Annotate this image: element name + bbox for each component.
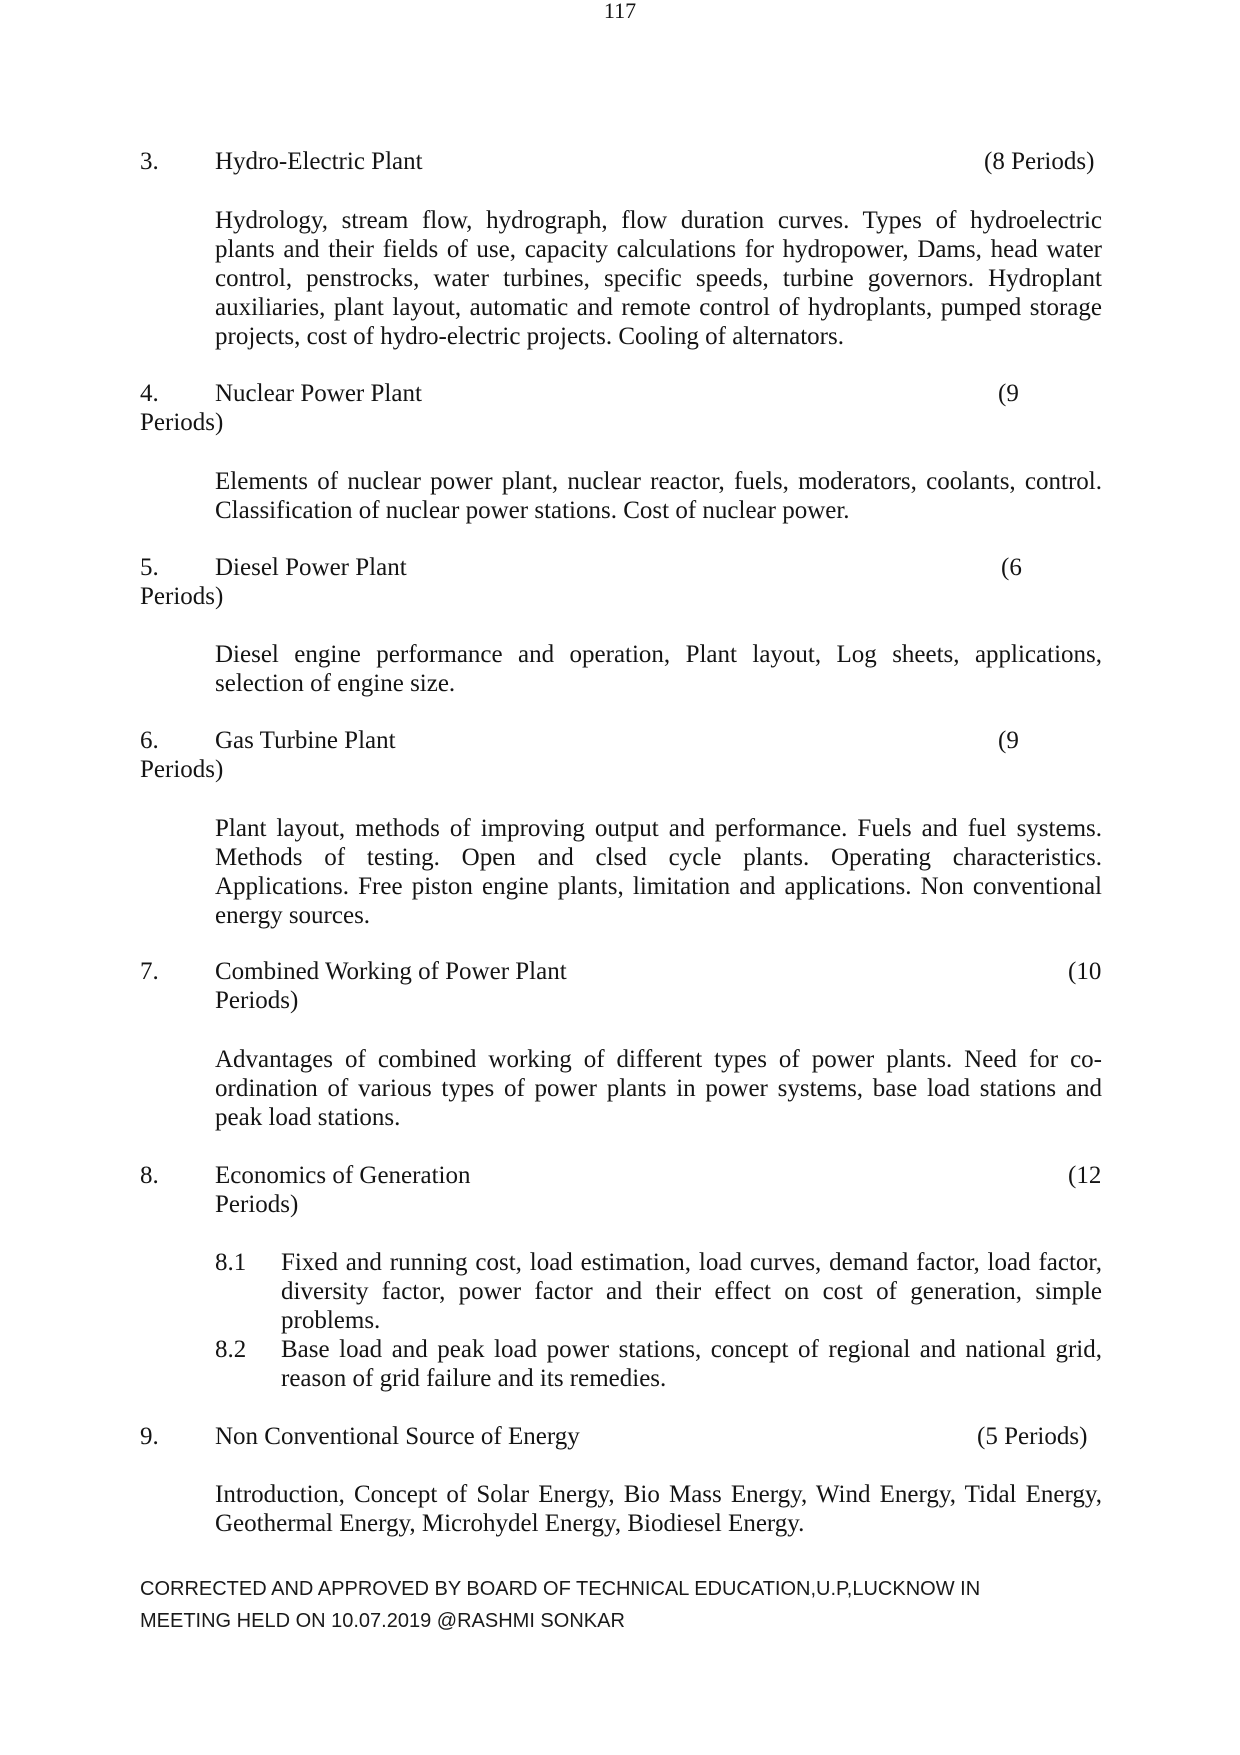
section-body-6 (215, 814, 1102, 930)
subitem-8-1 (215, 1248, 1102, 1335)
body-line: projects, cost of hydro-electric projects. Cooling of alternators. (215, 323, 844, 350)
section-periods-continued: Periods) (140, 756, 224, 783)
section-number: 8. (140, 1162, 159, 1189)
section-periods: (9 (998, 380, 1019, 407)
body-line: Hydrology, stream flow, hydrograph, flow duration curves. Types of hydroelectric (215, 207, 1102, 234)
section-number: 4. (140, 380, 159, 407)
body-line: Diesel engine performance and operation, Plant layout, Log sheets, applications, (215, 641, 1102, 668)
body-line: Classification of nuclear power stations. Cost of nuclear power. (215, 497, 850, 524)
section-heading-8 (140, 1161, 1102, 1219)
section-body-9 (215, 1480, 1102, 1538)
subitem-line: diversity factor, power factor and their effect on cost of generation, simple (281, 1278, 1102, 1305)
body-line: selection of engine size. (215, 670, 456, 697)
section-number: 5. (140, 554, 159, 581)
subitem-number: 8.2 (215, 1336, 247, 1363)
body-line: peak load stations. (215, 1104, 401, 1131)
body-line: plants and their fields of use, capacity calculations for hydropower, Dams, head water (215, 236, 1102, 263)
section-periods-continued: Periods) (215, 1191, 299, 1218)
body-line: auxiliaries, plant layout, automatic and remote control of hydroplants, pumped storage (215, 294, 1102, 321)
section-title: Diesel Power Plant (215, 554, 407, 581)
section-periods: (12 (1068, 1162, 1102, 1189)
section-number: 3. (140, 148, 159, 175)
section-number: 7. (140, 958, 159, 985)
section-subitems-8 (215, 1248, 1102, 1393)
footer-line: CORRECTED AND APPROVED BY BOARD OF TECHNICAL EDUCATION,U.P,LUCKNOW IN (140, 1578, 981, 1600)
subitem-line: Base load and peak load power stations, concept of regional and national grid, (281, 1336, 1102, 1363)
section-periods: (8 Periods) (984, 148, 1095, 175)
section-title: Nuclear Power Plant (215, 380, 422, 407)
subitem-line: problems. (281, 1307, 381, 1334)
page-number: 117 (603, 0, 637, 23)
section-periods-continued: Periods) (140, 583, 224, 610)
body-line: Plant layout, methods of improving output and performance. Fuels and fuel systems. (215, 815, 1102, 842)
approval-footer (140, 1573, 1120, 1637)
body-line: Elements of nuclear power plant, nuclear reactor, fuels, moderators, coolants, control. (215, 468, 1102, 495)
body-line: energy sources. (215, 902, 371, 929)
body-line: Methods of testing. Open and clsed cycle plants. Operating characteristics. (215, 844, 1102, 871)
subitem-line: reason of grid failure and its remedies. (281, 1365, 667, 1392)
section-periods: (6 (1001, 554, 1022, 581)
section-heading-9 (140, 1422, 1102, 1480)
section-title: Economics of Generation (215, 1162, 471, 1189)
body-line: Advantages of combined working of different types of power plants. Need for co- (215, 1046, 1102, 1073)
section-periods: (9 (998, 727, 1019, 754)
section-body-3 (215, 206, 1102, 351)
section-body-7 (215, 1045, 1102, 1132)
section-heading-3 (140, 147, 1102, 205)
section-periods: (5 Periods) (977, 1423, 1088, 1450)
section-title: Hydro-Electric Plant (215, 148, 423, 175)
footer-line: MEETING HELD ON 10.07.2019 @RASHMI SONKAR (140, 1610, 625, 1632)
section-heading-6 (140, 726, 1102, 784)
section-heading-4 (140, 379, 1102, 437)
subitem-line: Fixed and running cost, load estimation, load curves, demand factor, load factor, (281, 1249, 1102, 1276)
section-body-5 (215, 640, 1102, 698)
section-body-4 (215, 467, 1102, 525)
section-title: Combined Working of Power Plant (215, 958, 567, 985)
section-title: Non Conventional Source of Energy (215, 1423, 580, 1450)
section-periods-continued: Periods) (140, 409, 224, 436)
body-line: Applications. Free piston engine plants, limitation and applications. Non conventional (215, 873, 1102, 900)
subitem-number: 8.1 (215, 1249, 247, 1276)
section-heading-7 (140, 957, 1102, 1015)
body-line: Introduction, Concept of Solar Energy, Bio Mass Energy, Wind Energy, Tidal Energy, (215, 1481, 1102, 1508)
section-number: 6. (140, 727, 159, 754)
section-heading-5 (140, 553, 1102, 611)
body-line: ordination of various types of power plants in power systems, base load stations and (215, 1075, 1102, 1102)
section-periods-continued: Periods) (215, 987, 299, 1014)
subitem-8-2 (215, 1335, 1102, 1393)
body-line: Geothermal Energy, Microhydel Energy, Biodiesel Energy. (215, 1510, 805, 1537)
section-title: Gas Turbine Plant (215, 727, 396, 754)
section-periods: (10 (1068, 958, 1102, 985)
section-number: 9. (140, 1423, 159, 1450)
body-line: control, penstrocks, water turbines, specific speeds, turbine governors. Hydroplant (215, 265, 1102, 292)
